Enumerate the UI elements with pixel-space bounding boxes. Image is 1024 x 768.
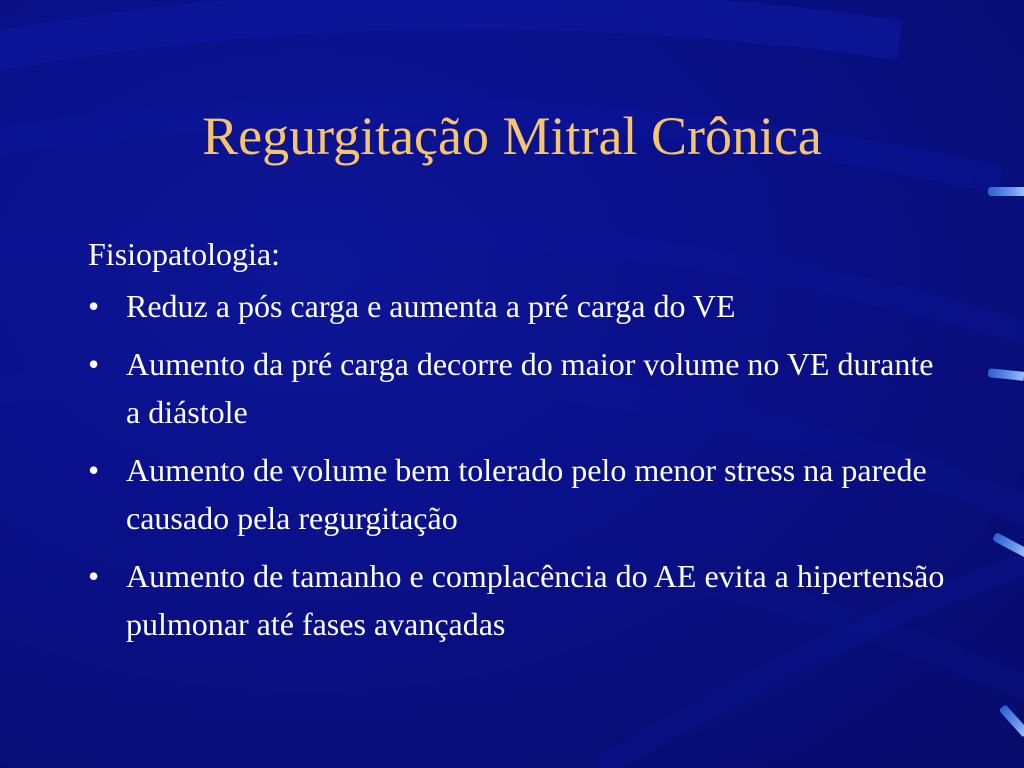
bullet-text: Aumento da pré carga decorre do maior volume no VE durante a diástole: [126, 346, 934, 430]
bullet-item: [88, 282, 948, 330]
bullet-icon: •: [88, 452, 100, 488]
bullet-item: [88, 552, 948, 648]
bullet-text: Aumento de tamanho e complacência do AE evita a hipertensão pulmonar até fases avançadas: [126, 558, 945, 642]
bullet-text: Aumento de volume bem tolerado pelo menor stress na parede causado pela regurgitação: [126, 452, 927, 536]
bullet-list: [88, 282, 948, 648]
bullet-icon: •: [88, 558, 100, 594]
accent-bar-1: [988, 187, 1024, 196]
bullet-icon: •: [88, 346, 100, 382]
bullet-icon: •: [88, 288, 100, 324]
slide-body: [88, 230, 948, 658]
bullet-item: [88, 446, 948, 542]
slide-title: Regurgitação Mitral Crônica: [202, 106, 822, 166]
section-heading: Fisiopatologia:: [88, 236, 280, 272]
bullet-item: [88, 340, 948, 436]
bullet-text: Reduz a pós carga e aumenta a pré carga do VE: [126, 288, 736, 324]
